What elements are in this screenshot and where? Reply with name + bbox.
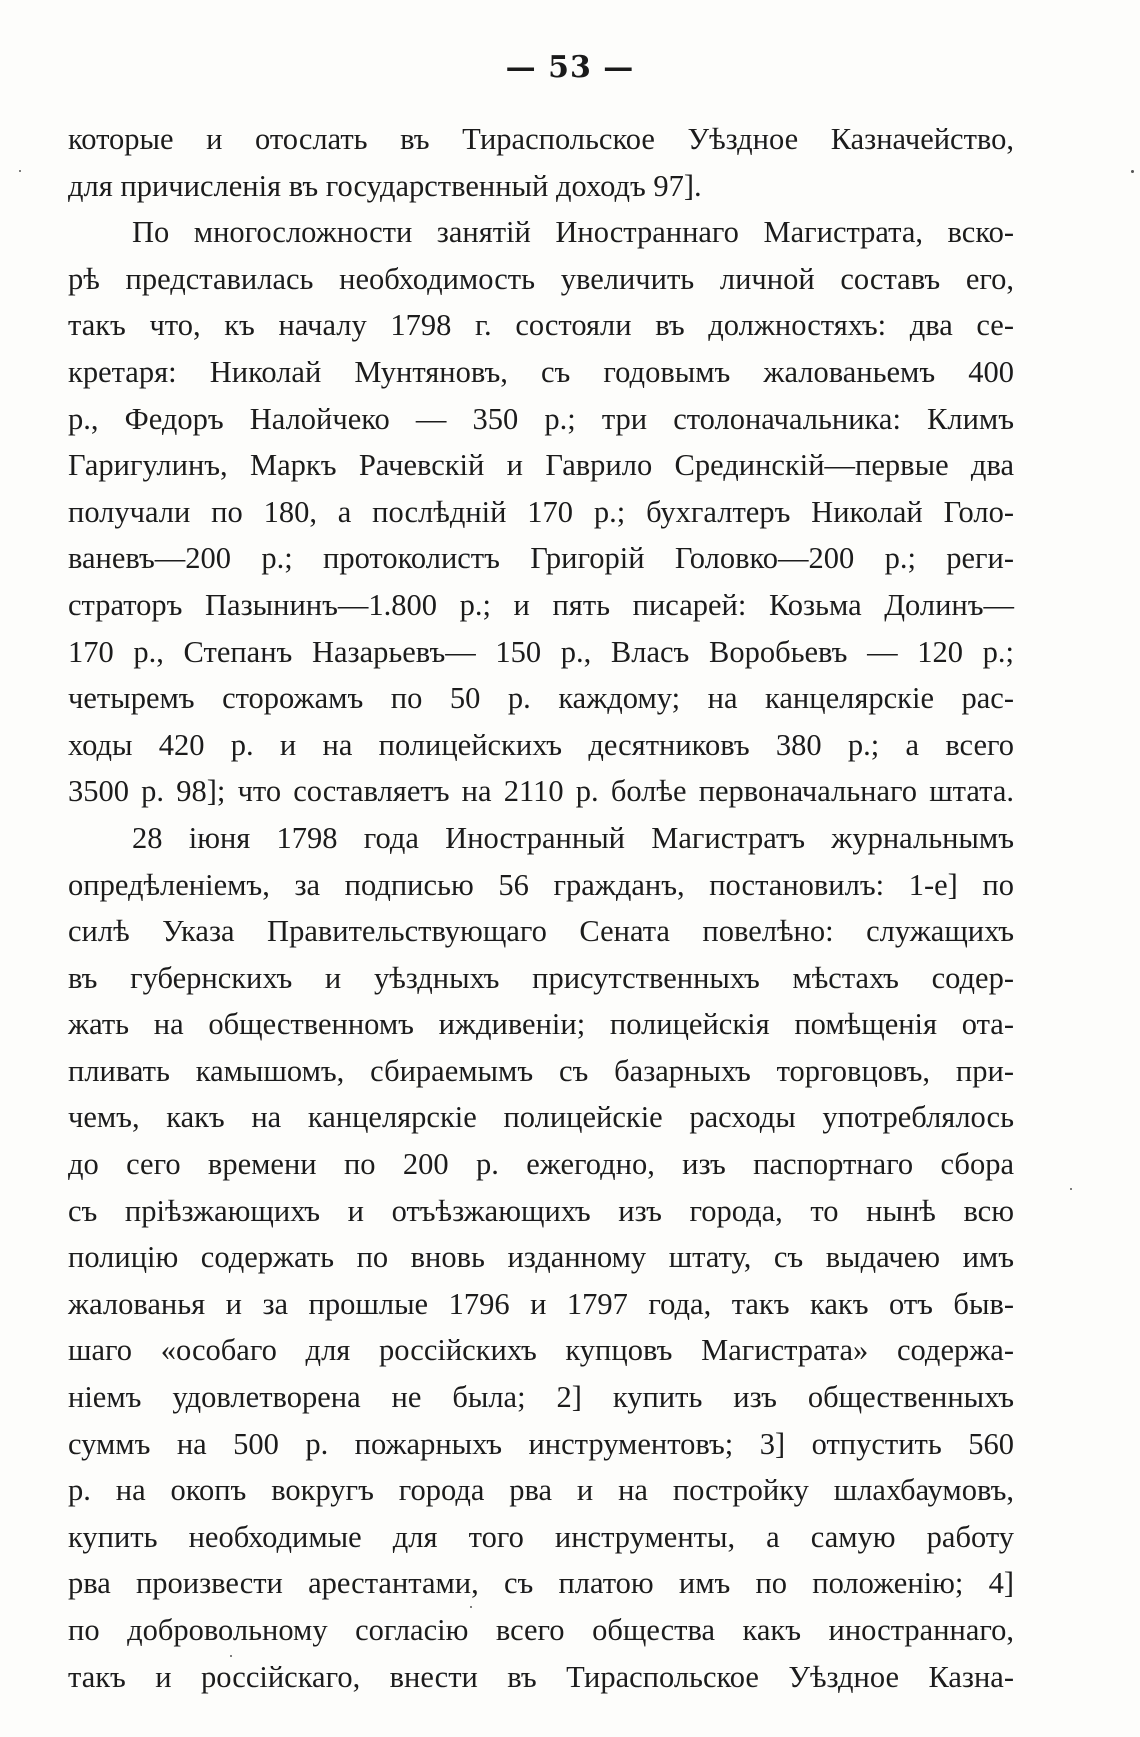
paper-speck [1070, 1188, 1072, 1190]
text-line: Гаригулинъ, Маркъ Рачевскій и Гаврило Срединскій—первые два [68, 448, 1014, 483]
text-line: по добровольному согласію всего общества какъ иностраннаго, [68, 1613, 1014, 1647]
text-line: такъ что, къ началу 1798 г. состояли въ должностяхъ: два се- [68, 308, 1014, 343]
text-line: ходы 420 р. и на полицейскихъ десятниковъ 380 р.; а всего [68, 727, 1014, 762]
text-line: рѣ представилась необходимость увеличить личной составъ его, [68, 261, 1014, 296]
paper-speck [1131, 170, 1134, 173]
paper-speck [470, 1606, 472, 1608]
text-line: съ пріѣзжающихъ и отъѣзжающихъ изъ города, то нынѣ всю [68, 1193, 1014, 1228]
text-line: которые и отослать въ Тираспольское Уѣздное Казначейство, [68, 122, 1014, 156]
text-line: шаго «особаго для россійскихъ купцовъ Магистрата» содержа- [68, 1333, 1014, 1368]
text-line: купить необходимые для того инструменты, а самую работу [68, 1519, 1014, 1554]
text-line: рва произвести арестантами, съ платою имъ по положенію; 4] [68, 1566, 1014, 1601]
text-line: кретаря: Николай Мунтяновъ, съ годовымъ жалованьемъ 400 [68, 354, 1014, 389]
text-line: страторъ Пазынинъ—1.800 р.; и пять писарей: Козьма Долинъ— [68, 587, 1014, 622]
body-text [68, 116, 1014, 1700]
text-line: ваневъ—200 р.; протоколистъ Григорій Головко—200 р.; реги- [68, 541, 1014, 576]
text-line: ніемъ удовлетворена не была; 2] купить изъ общественныхъ [68, 1380, 1014, 1415]
paper-speck [230, 1655, 232, 1657]
text-line: пливать камышомъ, сбираемымъ съ базарныхъ торговцовъ, при- [68, 1053, 1014, 1088]
text-line: р., Федоръ Налойчеко — 350 р.; три столоначальника: Климъ [68, 401, 1014, 436]
text-line: четыремъ сторожамъ по 50 р. каждому; на канцелярскіе рас- [68, 681, 1014, 716]
text-line: до сего времени по 200 р. ежегодно, изъ паспортнаго сбора [68, 1147, 1014, 1182]
text-line: такъ и россійскаго, внести въ Тираспольское Уѣздное Казна- [68, 1659, 1014, 1694]
text-line: жалованья и за прошлые 1796 и 1797 года, такъ какъ отъ быв- [68, 1286, 1014, 1321]
text-line: жать на общественномъ иждивеніи; полицейскія помѣщенія ота- [68, 1007, 1014, 1042]
text-line: получали по 180, а послѣдній 170 р.; бухгалтеръ Николай Голо- [68, 494, 1014, 529]
text-line: для причисленія въ государственный доходъ 97]. [68, 168, 702, 203]
page-number: — 53 — [505, 50, 635, 85]
text-line: р. на окопъ вокругъ города рва и на постройку шлахбаумовъ, [68, 1473, 1014, 1508]
paragraph-start-line: По многосложности занятій Иностраннаго Магистрата, вско- [132, 215, 1014, 250]
text-line: силѣ Указа Правительствующаго Сената повелѣно: служащихъ [68, 914, 1014, 949]
paragraph-start-line: 28 іюня 1798 года Иностранный Магистратъ журнальнымъ [132, 820, 1014, 855]
text-line: опредѣленіемъ, за подписью 56 гражданъ, постановилъ: 1-е] по [68, 867, 1014, 902]
text-line: чемъ, какъ на канцелярскіе полицейскіе расходы употреблялось [68, 1100, 1014, 1135]
text-line: суммъ на 500 р. пожарныхъ инструментовъ; 3] отпустить 560 [68, 1426, 1014, 1461]
text-line: 170 р., Степанъ Назарьевъ— 150 р., Власъ Воробьевъ — 120 р.; [68, 634, 1014, 669]
text-line: въ губернскихъ и уѣздныхъ присутственныхъ мѣстахъ содер- [68, 960, 1014, 995]
text-line: 3500 р. 98]; что составляетъ на 2110 р. болѣе первоначальнаго штата. [68, 774, 1014, 809]
text-line: полицію содержать по вновь изданному штату, съ выдачею имъ [68, 1240, 1014, 1275]
paper-speck [19, 170, 21, 172]
